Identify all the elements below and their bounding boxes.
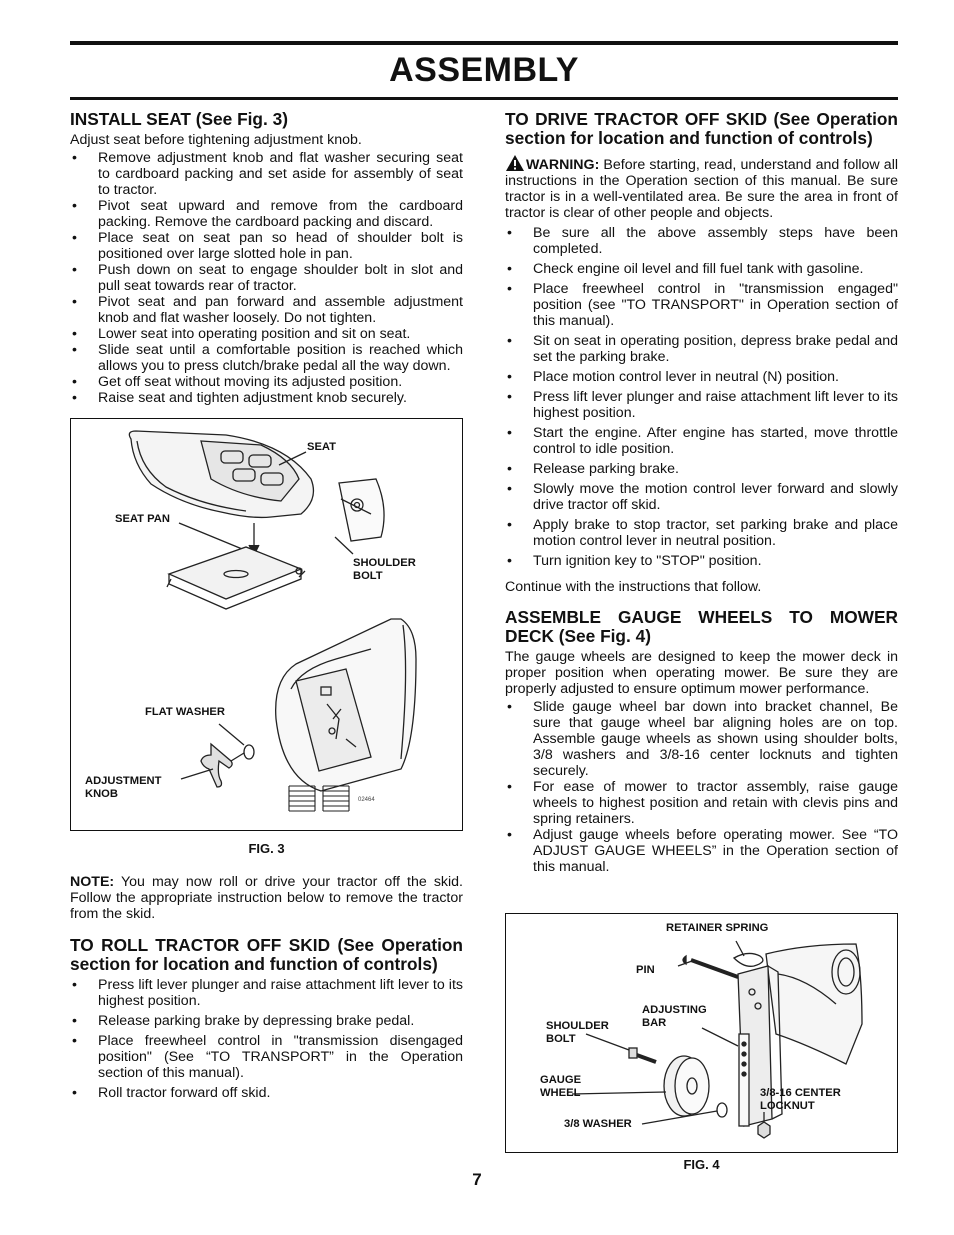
list-item: • Remove adjustment knob and flat washer securing seat to cardboard packing and set aside for assembly of seat to tractor.: [70, 150, 463, 198]
list-item: • Release parking brake by depressing brake pedal.: [70, 1013, 463, 1029]
label-pin: PIN: [636, 964, 655, 976]
label-adjustment-knob: ADJUSTMENT KNOB: [85, 775, 162, 800]
list-item: • Press lift lever plunger and raise attachment lift lever to its highest position.: [505, 389, 898, 421]
label-shoulder-bolt: SHOULDER BOLT: [353, 557, 416, 582]
label-gauge-wheel: GAUGE WHEEL: [540, 1074, 582, 1099]
list-item: • Pivot seat upward and remove from the cardboard packing. Remove the cardboard packing and discard.: [70, 198, 463, 230]
figure-3-caption: FIG. 3: [248, 841, 285, 856]
list-item: • Raise seat and tighten adjustment knob securely.: [70, 390, 463, 406]
list-item: • Turn ignition key to "STOP" position.: [505, 553, 898, 569]
label-washer: 3/8 WASHER: [564, 1118, 632, 1130]
page-number: 7: [472, 1170, 482, 1189]
label-seat: SEAT: [307, 441, 337, 453]
label-center-locknut: 3/8-16 CENTER LOCKNUT: [760, 1087, 841, 1112]
list-item: • For ease of mower to tractor assembly, raise gauge wheels to highest position and retain with clevis pins and spring retainers.: [505, 779, 898, 827]
gauge-wheels-steps: [505, 699, 898, 875]
list-item: • Start the engine. After engine has started, move throttle control to idle position.: [505, 425, 898, 457]
list-item: • Place seat on seat pan so head of shoulder bolt is positioned over large slotted hole in pan.: [70, 230, 463, 262]
install-seat-steps: [70, 150, 463, 406]
install-seat-intro: Adjust seat before tightening adjustment knob.: [70, 132, 362, 148]
list-item: • Press lift lever plunger and raise attachment lift lever to its highest position.: [70, 977, 463, 1009]
left-column: [70, 110, 463, 1105]
list-item: • Place freewheel control in "transmission engaged" position (see "TO TRANSPORT" in Operation section of this manual).: [505, 281, 898, 329]
list-item: • Release parking brake.: [505, 461, 898, 477]
list-item: • Slowly move the motion control lever forward and slowly drive tractor off skid.: [505, 481, 898, 513]
top-rule: [70, 41, 898, 45]
list-item: • Check engine oil level and fill fuel tank with gasoline.: [505, 261, 898, 277]
label-adjusting-bar: ADJUSTING BAR: [642, 1004, 707, 1029]
warning-text: Before starting, read, understand and follow all instructions in the Operation section of this manual. Be sure tractor is in a well-ventilated area. Be sure the area in front of tractor is clear of other people and objects.: [505, 157, 898, 221]
list-item: • Lower seat into operating position and sit on seat.: [70, 326, 463, 342]
warning-paragraph: [505, 154, 898, 221]
gauge-wheels-intro: The gauge wheels are designed to keep the mower deck in proper position when operating mower. Be sure they are properly adjusted to ensure optimum mower performance.: [505, 649, 898, 697]
label-retainer-spring: RETAINER SPRING: [666, 922, 769, 934]
gauge-wheels-heading: ASSEMBLE GAUGE WHEELS TO MOWER DECK (See Fig. 4): [505, 607, 898, 646]
label-flat-washer: FLAT WASHER: [145, 706, 225, 718]
roll-off-steps: [70, 977, 463, 1101]
warning-label: WARNING:: [526, 157, 600, 173]
list-item: • Sit on seat in operating position, depress brake pedal and set the parking brake.: [505, 333, 898, 365]
drive-off-steps: [505, 225, 898, 569]
figure-code: 02464: [358, 797, 375, 803]
list-item: • Slide seat until a comfortable position is reached which allows you to press clutch/brake pedal all the way down.: [70, 342, 463, 374]
right-column: [505, 110, 898, 875]
seat-assembly-illustration: [71, 419, 462, 830]
list-item: • Roll tractor forward off skid.: [70, 1085, 463, 1101]
note-paragraph: [70, 874, 463, 922]
install-seat-heading: INSTALL SEAT (See Fig. 3): [70, 109, 288, 129]
label-shoulder-bolt-fig4: SHOULDER BOLT: [546, 1020, 609, 1045]
figure-4-caption: FIG. 4: [683, 1157, 720, 1172]
title-underline: [70, 97, 898, 100]
warning-triangle-icon: [505, 154, 525, 172]
roll-off-heading: TO ROLL TRACTOR OFF SKID (See Operation section for location and function of controls): [70, 935, 463, 974]
list-item: • Adjust gauge wheels before operating mower. See “TO ADJUST GAUGE WHEELS” in the Operation section of this manual.: [505, 827, 898, 875]
figure-4: [505, 913, 898, 1153]
list-item: • Apply brake to stop tractor, set parking brake and place motion control lever in neutral position.: [505, 517, 898, 549]
continue-text: Continue with the instructions that follow.: [505, 579, 762, 595]
note-text: You may now roll or drive your tractor off the skid. Follow the appropriate instruction below to remove the tractor from the skid.: [70, 874, 463, 922]
list-item: • Get off seat without moving its adjusted position.: [70, 374, 463, 390]
list-item: • Place freewheel control in "transmission disengaged position" (See “TO TRANSPORT” in the Operation section of this manual).: [70, 1033, 463, 1081]
drive-off-heading: TO DRIVE TRACTOR OFF SKID (See Operation section for location and function of controls): [505, 109, 898, 148]
list-item: • Push down on seat to engage shoulder bolt in slot and pull seat towards rear of tractor.: [70, 262, 463, 294]
list-item: • Be sure all the above assembly steps have been completed.: [505, 225, 898, 257]
label-seat-pan: SEAT PAN: [115, 513, 170, 525]
list-item: • Pivot seat and pan forward and assemble adjustment knob and flat washer loosely. Do not tighten.: [70, 294, 463, 326]
list-item: • Slide gauge wheel bar down into bracket channel, Be sure that gauge wheel bar aligning holes are on top. Assemble gauge wheels as shown using shoulder bolts, 3/8 washers and 3/8-16 center locknuts and tighten securely.: [505, 699, 898, 779]
list-item: • Place motion control lever in neutral (N) position.: [505, 369, 898, 385]
page-title: ASSEMBLY: [389, 51, 579, 89]
note-label: NOTE:: [70, 874, 115, 890]
figure-3: [70, 418, 463, 831]
